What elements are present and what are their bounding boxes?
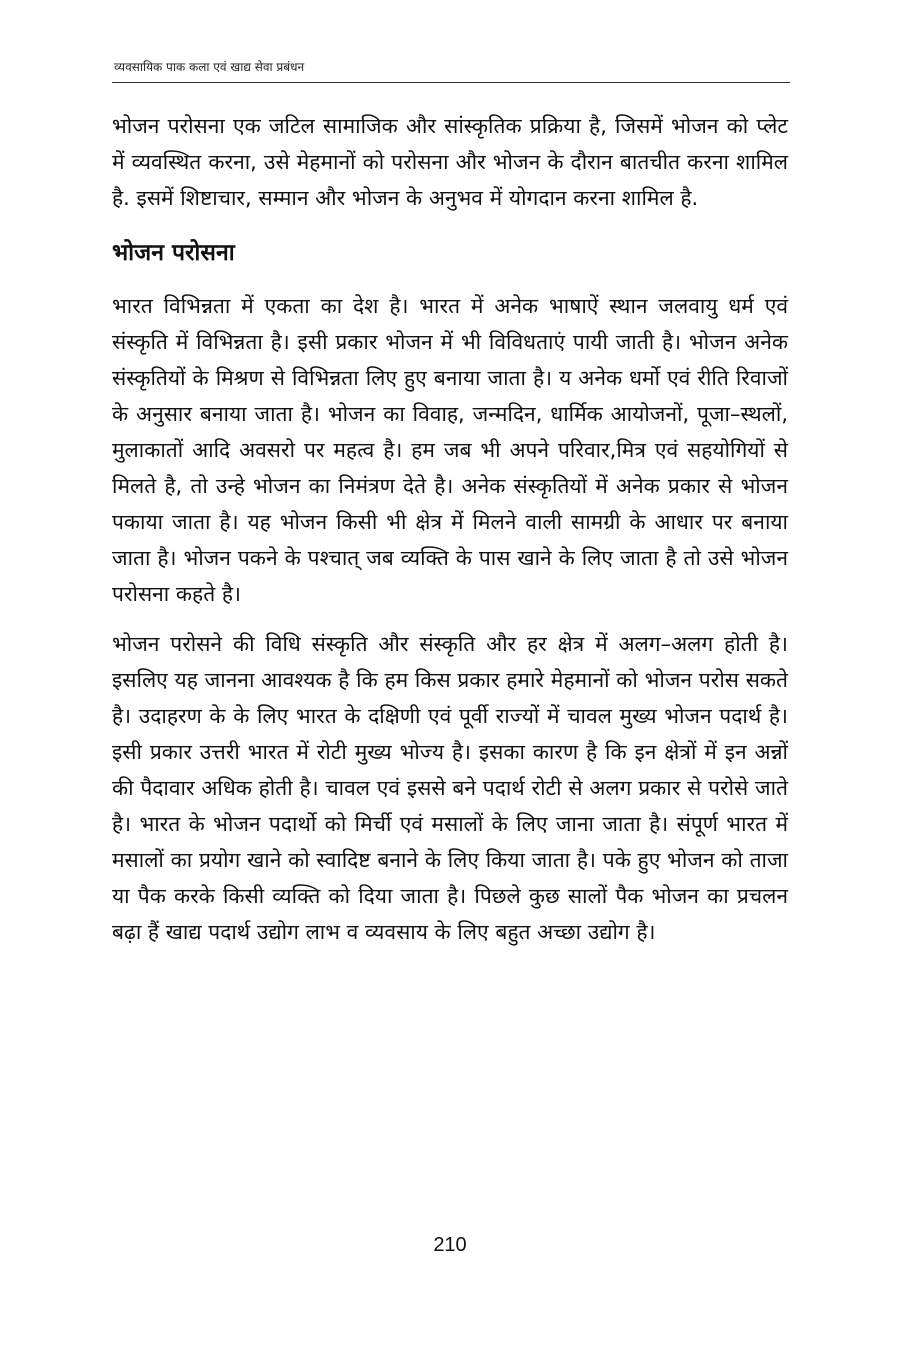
intro-paragraph: भोजन परोसना एक जटिल सामाजिक और सांस्कृतिक प्रक्रिया है, जिसमें भोजन को प्लेट में व्यवस्थित करना, उसे मेहमानों को परोसना और भोजन के दौरान बातचीत करना शामिल है. इसमें शिष्टाचार, सम्मान और भोजन के अनुभव में योगदान करना शामिल है. [112,114,788,210]
header-divider [112,82,790,83]
body-paragraph-1: भारत विभिन्नता में एकता का देश है। भारत में अनेक भाषाऐं स्थान जलवायु धर्म एवं संस्कृति में विभिन्नता है। इसी प्रकार भोजन में भी विविधताएं पायी जाती है। भोजन अनेक संस्कृतियों के मिश्रण से विभिन्नता लिए हुए बनाया जाता है। य अनेक धर्मो एवं रीति रिवाजों के अनुसार बनाया जाता है। भोजन का विवाह, जन्मदिन, धार्मिक आयोजनों, पूजा–स्थलों, मुलाकातों आदि अवसरो पर महत्व है। हम जब भी अपने परिवार,मित्र एवं सहयोगियों से मिलते है, तो उन्हे भोजन का निमंत्रण देते है। अनेक संस्कृतियों में अनेक प्रकार से भोजन पकाया जाता है। यह भोजन किसी भी क्षेत्र में मिलने वाली सामग्री के आधार पर बनाया जाता है। भोजन पकने के पश्चात् जब व्यक्ति के पास खाने के लिए जाता है तो उसे भोजन परोसना कहते है। [112,294,788,606]
running-header-title: व्यवसायिक पाक कला एवं खाद्य सेवा प्रबंधन [114,60,305,74]
page-body [112,108,788,950]
section-heading: भोजन परोसना [112,240,235,266]
page-number: 210 [433,1234,467,1256]
body-paragraph-2: भोजन परोसने की विधि संस्कृति और संस्कृति और हर क्षेत्र में अलग–अलग होती है। इसलिए यह जानना आवश्यक है कि हम किस प्रकार हमारे मेहमानों को भोजन परोस सकते है। उदाहरण के के लिए भारत के दक्षिणी एवं पूर्वी राज्यों में चावल मुख्य भोजन पदार्थ है। इसी प्रकार उत्तरी भारत में रोटी मुख्य भोज्य है। इसका कारण है कि इन क्षेत्रों में इन अन्नों की पैदावार अधिक होती है। चावल एवं इससे बने पदार्थ रोटी से अलग प्रकार से परोसे जाते है। भारत के भोजन पदार्थो को मिर्ची एवं मसालों के लिए जाना जाता है। संपूर्ण भारत में मसालों का प्रयोग खाने को स्वादिष्ट बनाने के लिए किया जाता है। पके हुए भोजन को ताजा या पैक करके किसी व्यक्ति को दिया जाता है। पिछले कुछ सालों पैक भोजन का प्रचलन बढ़ा हैं खाद्य पदार्थ उद्योग लाभ व व्यवसाय के लिए बहुत अच्छा उद्योग है। [112,632,788,944]
